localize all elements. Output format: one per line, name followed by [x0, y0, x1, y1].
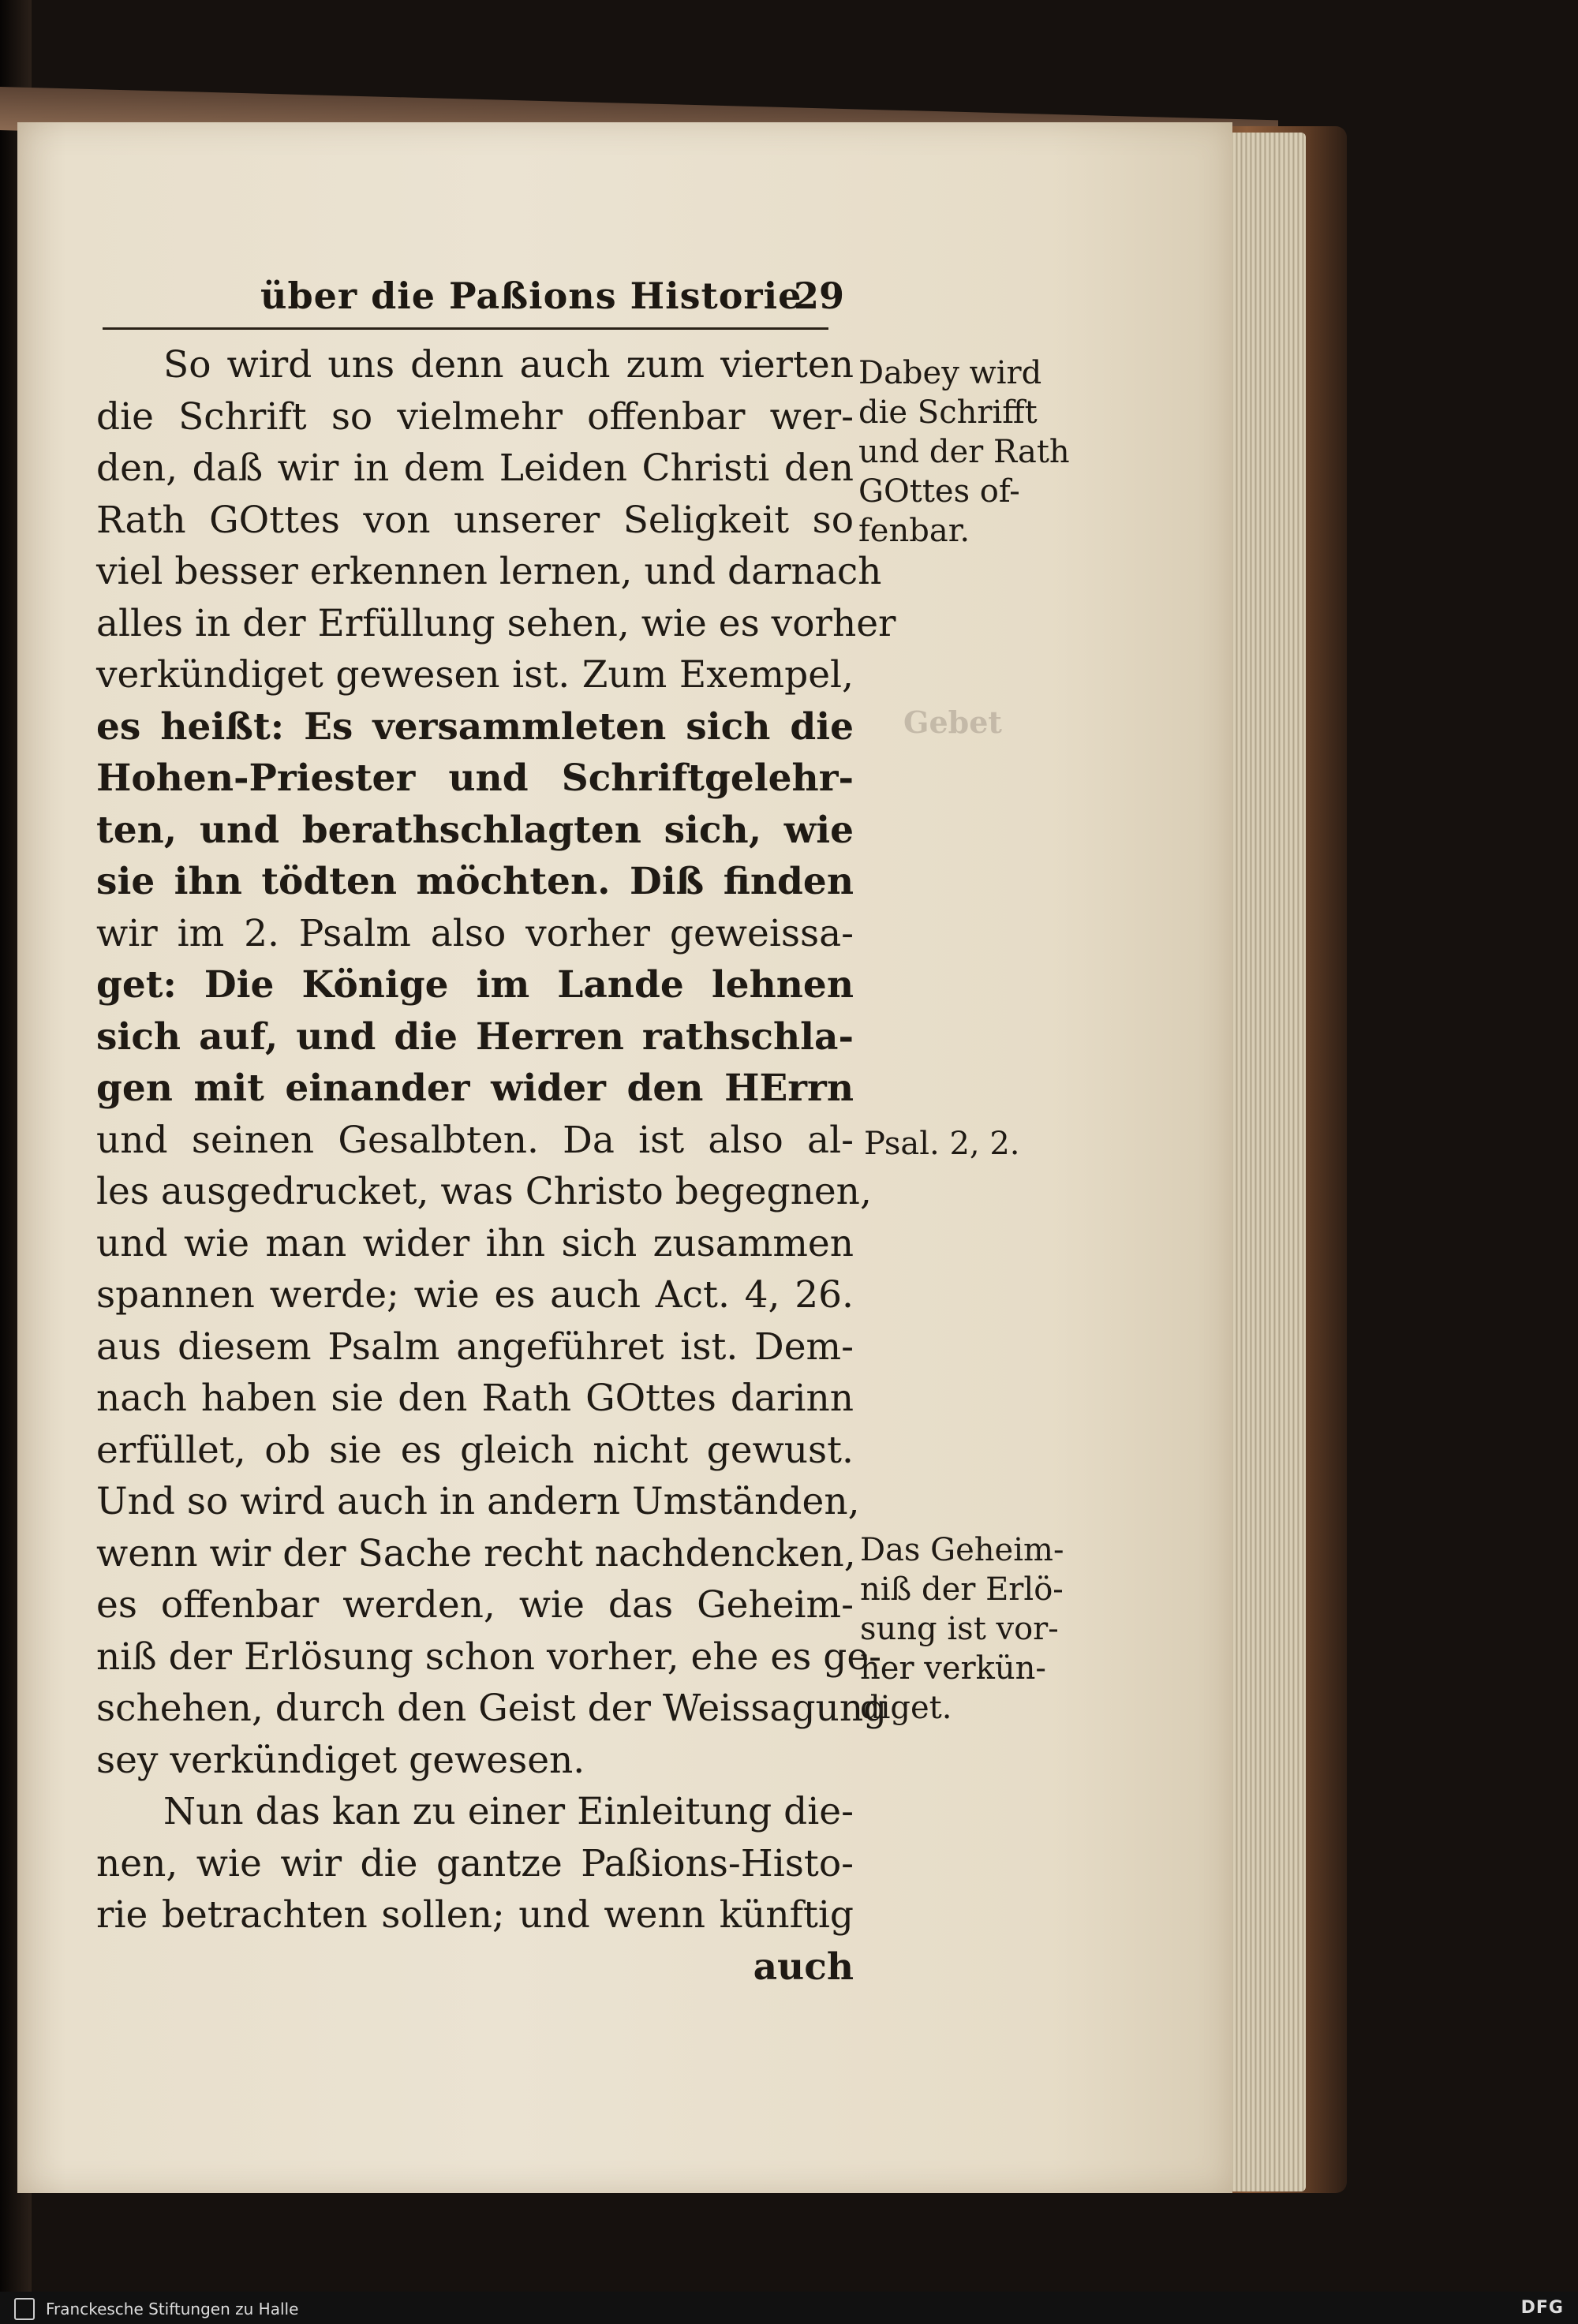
- text-line: sie ihn tödten möchten. Diß finden: [96, 860, 854, 903]
- margin-line: Dabey wird: [858, 355, 1042, 391]
- text-line: alles in der Erfüllung sehen, wie es vorher: [96, 601, 896, 645]
- text-line: Nun das kan zu einer Einleitung die-: [163, 1790, 854, 1833]
- text-line: Rath GOttes von unserer Seligkeit so: [96, 498, 854, 542]
- text-line: Hohen-Priester und Schriftgelehr-: [96, 757, 854, 800]
- margin-line: diget.: [860, 1690, 952, 1726]
- text-line: wir im 2. Psalm also vorher geweissa-: [96, 911, 854, 955]
- text-line: niß der Erlösung schon vorher, ehe es ge-: [96, 1635, 882, 1679]
- margin-line: Psal. 2, 2.: [864, 1126, 1020, 1162]
- text-line: ten, und berathschlagten sich, wie: [96, 808, 854, 852]
- text-line: es heißt: Es versammleten sich die: [96, 704, 854, 749]
- text-line: die Schrift so vielmehr offenbar wer-: [96, 394, 854, 439]
- margin-line: sung ist vor-: [860, 1611, 1059, 1647]
- text-line: schehen, durch den Geist der Weissagung: [96, 1687, 888, 1730]
- text-line: spannen werde; wie es auch Act. 4, 26.: [96, 1273, 854, 1317]
- margin-note-offenbar: [858, 353, 1070, 551]
- text-line: rie betrachten sollen; und wenn künftig: [96, 1893, 854, 1937]
- institution-logo-icon: [14, 2298, 35, 2320]
- margin-line: fenbar.: [858, 513, 970, 549]
- text-line: verkündiget gewesen ist. Zum Exempel,: [96, 653, 854, 697]
- text-line: aus diesem Psalm angeführet ist. Dem-: [96, 1325, 854, 1369]
- bleed-through-text: Gebet: [903, 704, 1002, 740]
- text-line: viel besser erkennen lernen, und darnach: [96, 550, 882, 593]
- margin-note-geheimnis: [860, 1530, 1064, 1728]
- text-line: und seinen Gesalbten. Da ist also al-: [96, 1118, 854, 1162]
- text-line: So wird uns denn auch zum vierten: [163, 343, 854, 387]
- margin-note-psalm: [864, 1124, 1019, 1164]
- text-line: wenn wir der Sache recht nachdencken,: [96, 1531, 856, 1575]
- running-head: [260, 275, 844, 319]
- header-rule: [103, 327, 828, 330]
- institution-name: Franckesche Stiftungen zu Halle: [46, 2300, 299, 2318]
- text-line: nach haben sie den Rath GOttes darinn: [96, 1377, 854, 1420]
- margin-line: niß der Erlö-: [860, 1571, 1064, 1608]
- text-line: sey verkündiget gewesen.: [96, 1738, 585, 1782]
- running-title: über die Paßions Historie: [260, 275, 802, 317]
- text-line: Und so wird auch in andern Umständen,: [96, 1480, 860, 1523]
- margin-line: GOttes of-: [858, 473, 1020, 510]
- text-line: get: Die Könige im Lande lehnen: [96, 963, 854, 1007]
- page-number: 29: [793, 275, 844, 317]
- main-text: [96, 339, 896, 1993]
- funder-logo: DFG: [1520, 2298, 1564, 2318]
- text-line: den, daß wir in dem Leiden Christi den: [96, 446, 854, 490]
- margin-line: her verkün-: [860, 1650, 1046, 1687]
- text-line: es offenbar werden, wie das Geheim-: [96, 1583, 854, 1627]
- text-line: erfüllet, ob sie es gleich nicht gewust.: [96, 1428, 854, 1472]
- text-line: nen, wie wir die gantze Paßions-Histo-: [96, 1841, 854, 1885]
- text-line: les ausgedrucket, was Christo begegnen,: [96, 1170, 872, 1213]
- text-line: und wie man wider ihn sich zusammen: [96, 1221, 854, 1265]
- text-line: sich auf, und die Herren rathschla-: [96, 1014, 854, 1059]
- margin-line: und der Rath: [858, 434, 1070, 470]
- margin-line: Das Geheim-: [860, 1532, 1064, 1568]
- margin-line: die Schrifft: [858, 394, 1038, 431]
- footer-bar: [0, 2292, 1578, 2324]
- text-line: gen mit einander wider den HErrn: [96, 1067, 854, 1110]
- catchword: auch: [753, 1945, 854, 1989]
